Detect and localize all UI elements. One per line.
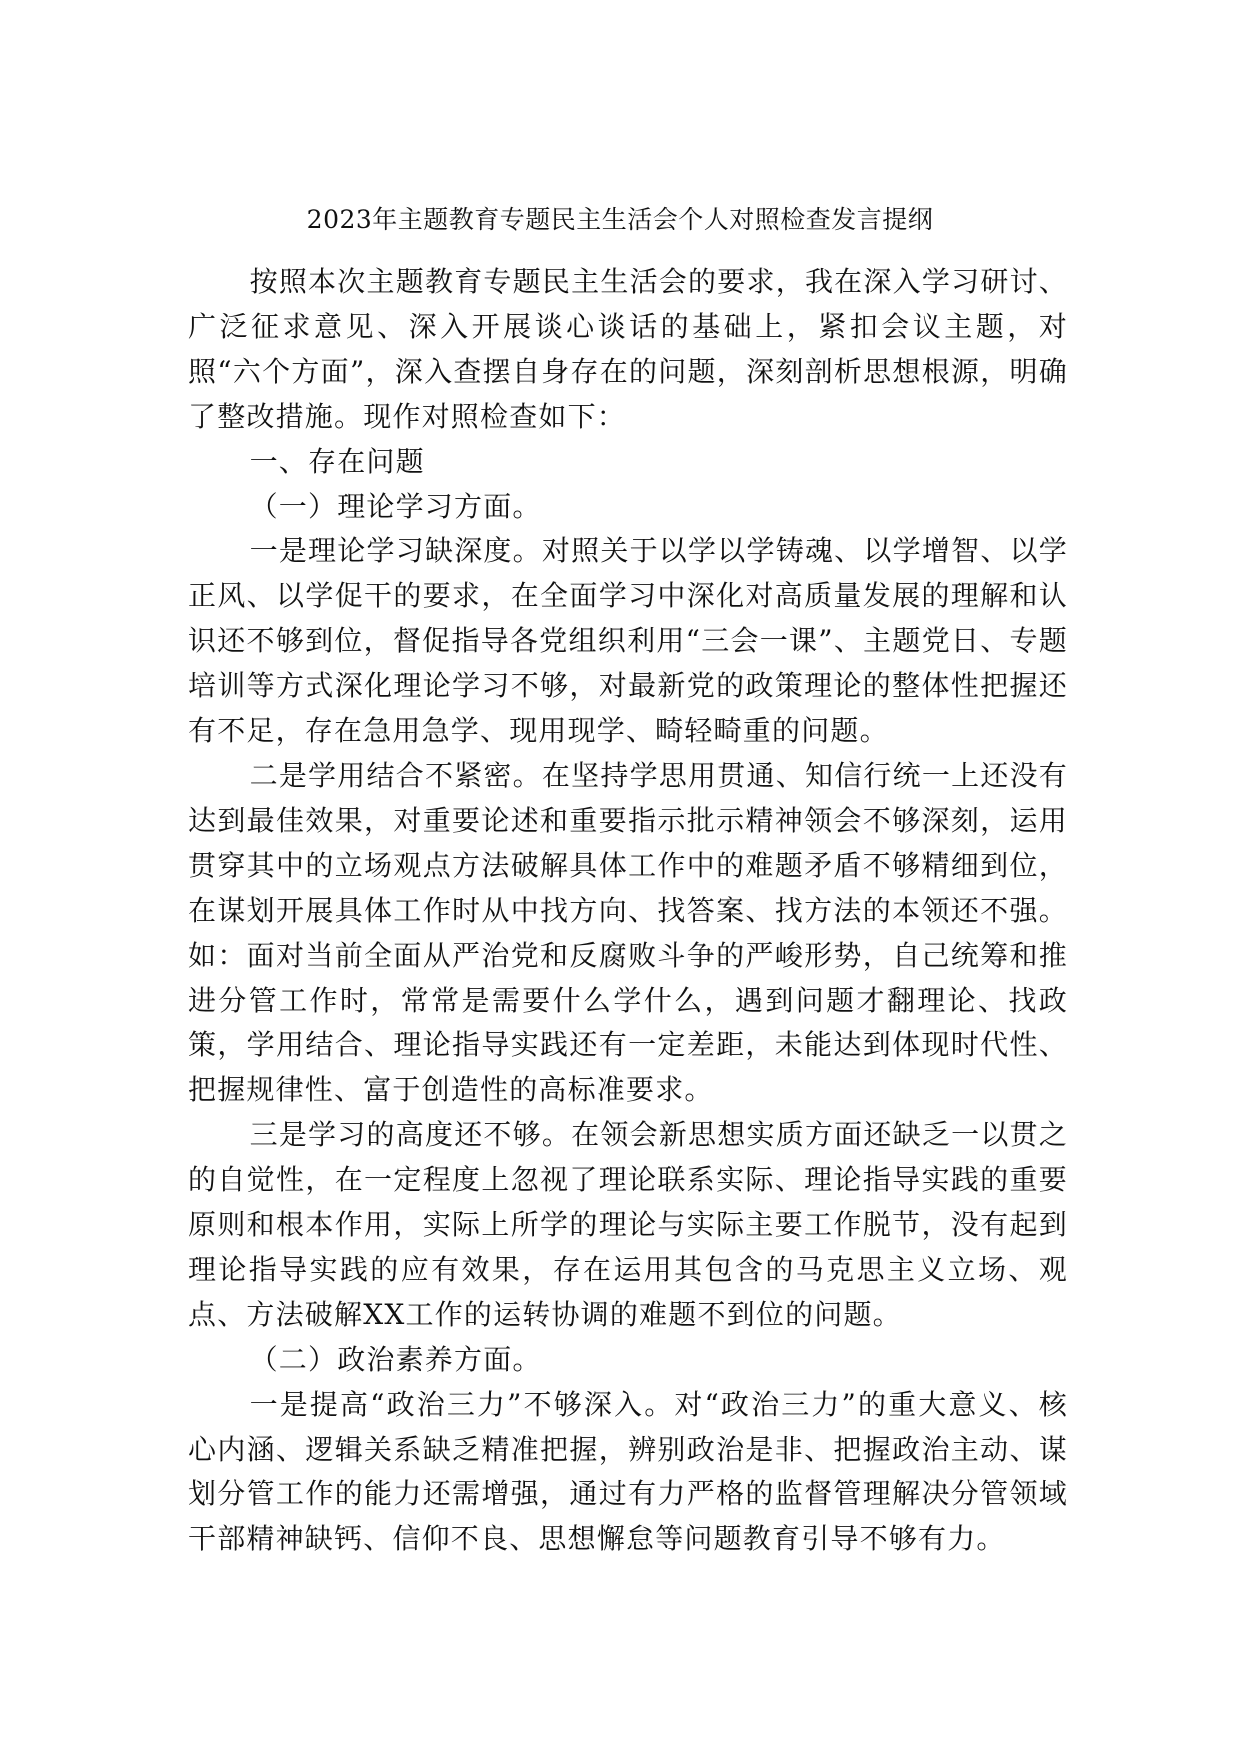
subsection-heading-politics: （二）政治素养方面。	[249, 1342, 542, 1376]
document-body	[188, 260, 1068, 1562]
paragraph-intro: 按照本次主题教育专题民主生活会的要求，我在深入学习研讨、广泛征求意见、深入开展谈心谈话的基础上，紧扣会议主题，对照“六个方面”，深入查摆自身存在的问题，深刻剖析思想根源，明确了整改措施。现作对照检查如下：	[188, 265, 1068, 433]
paragraph-theory-depth: 一是理论学习缺深度。对照关于以学以学铸魂、以学增智、以学正风、以学促干的要求，在全面学习中深化对高质量发展的理解和认识还不够到位，督促指导各党组织利用“三会一课”、主题党日、专题培训等方式深化理论学习不够，对最新党的政策理论的整体性把握还有不足，存在急用急学、现用现学、畸轻畸重的问题。	[188, 534, 1068, 748]
paragraph-politics-ability: 一是提高“政治三力”不够深入。对“政治三力”的重大意义、核心内涵、逻辑关系缺乏精准把握，辨别政治是非、把握政治主动、谋划分管工作的能力还需增强，通过有力严格的监督管理解决分管领域干部精神缺钙、信仰不良、思想懈怠等问题教育引导不够有力。	[188, 1387, 1068, 1556]
subsection-heading-theory: （一）理论学习方面。	[249, 489, 542, 523]
paragraph-theory-practice: 二是学用结合不紧密。在坚持学思用贯通、知信行统一上还没有达到最佳效果，对重要论述和重要指示批示精神领会不够深刻，运用贯穿其中的立场观点方法破解具体工作中的难题矛盾不够精细到位，在谋划开展具体工作时从中找方向、找答案、找方法的本领还不强。如：面对当前全面从严治党和反腐败斗争的严峻形势，自己统筹和推进分管工作时，常常是需要什么学什么，遇到问题才翻理论、找政策，学用结合、理论指导实践还有一定差距，未能达到体现时代性、把握规律性、富于创造性的高标准要求。	[188, 758, 1068, 1107]
section-heading-problems: 一、存在问题	[249, 444, 425, 478]
document-title: 2023年主题教育专题民主生活会个人对照检查发言提纲	[306, 205, 934, 234]
paragraph-theory-height: 三是学习的高度还不够。在领会新思想实质方面还缺乏一以贯之的自觉性，在一定程度上忽视了理论联系实际、理论指导实践的重要原则和根本作用，实际上所学的理论与实际主要工作脱节，没有起到理论指导实践的应有效果，存在运用其包含的马克思主义立场、观点、方法破解XX工作的运转协调的难题不到位的问题。	[188, 1118, 1068, 1331]
